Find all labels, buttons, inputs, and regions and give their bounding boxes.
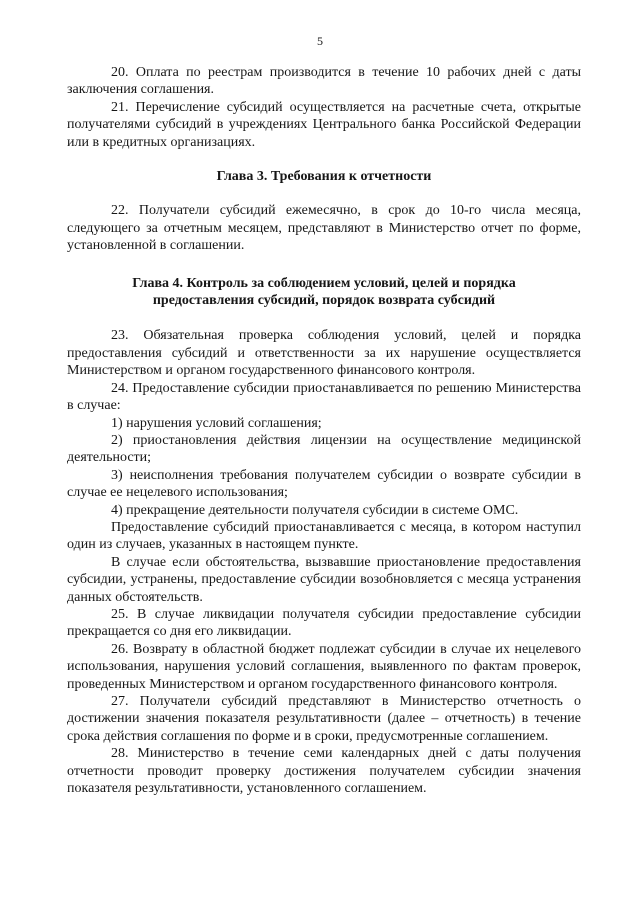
paragraph-24-suspension: Предоставление субсидий приостанавливается с месяца, в котором наступил один из случаев, указанных в настоящем пункте.: [67, 519, 581, 553]
paragraph-22: 22. Получатели субсидий ежемесячно, в срок до 10-го числа месяца, следующего за отчетным месяцем, представляют в Министерство отчет по форме, установленной в соглашении.: [67, 203, 581, 254]
list-item-24-1: 1) нарушения условий соглашения;: [111, 415, 322, 431]
paragraph-21: 21. Перечисление субсидий осуществляется на расчетные счета, открытые получателями субсидий в учреждениях Центрального банка Российской Федерации или в кредитных организациях.: [67, 99, 581, 150]
paragraph-23: 23. Обязательная проверка соблюдения условий, целей и порядка предоставления субсидий и ответственности за их нарушение осуществляется Министерством и органом государственного финансового контроля.: [67, 328, 581, 379]
list-item-24-2: 2) приостановления действия лицензии на осуществление медицинской деятельности;: [67, 432, 581, 466]
page-number: 5: [317, 34, 323, 48]
paragraph-28: 28. Министерство в течение семи календарных дней с даты получения отчетности проводит проверку достижения получателем субсидии значения показателя результативности, установленного соглашением.: [67, 746, 581, 797]
chapter-3-heading: Глава 3. Требования к отчетности: [216, 169, 432, 185]
chapter-4-heading-line-1: Глава 4. Контроль за соблюдением условий, целей и порядка: [132, 275, 516, 291]
list-item-24-4: 4) прекращение деятельности получателя субсидии в системе ОМС.: [111, 502, 519, 518]
paragraph-25: 25. В случае ликвидации получателя субсидии предоставление субсидии прекращается со дня его ликвидации.: [67, 606, 581, 640]
paragraph-24: 24. Предоставление субсидии приостанавливается по решению Министерства в случае:: [67, 380, 581, 414]
paragraph-20: 20. Оплата по реестрам производится в течение 10 рабочих дней с даты заключения соглашения.: [67, 65, 581, 98]
paragraph-27: 27. Получатели субсидий представляют в Министерство отчетность о достижении значения показателя результативности (далее – отчетность) в течение срока действия соглашения по форме и в сроки, предусмотренные соглашением.: [67, 694, 581, 744]
list-item-24-3: 3) неисполнения требования получателем субсидии о возврате субсидии в случае ее нецелевого использования;: [67, 467, 581, 501]
chapter-4-heading-line-2: предоставления субсидий, порядок возврата субсидий: [152, 293, 496, 309]
paragraph-24-resumption: В случае если обстоятельства, вызвавшие приостановление предоставления субсидии, устранены, предоставление субсидии возобновляется с месяца устранения данных обстоятельств.: [67, 554, 581, 605]
paragraph-26: 26. Возврату в областной бюджет подлежат субсидии в случае их нецелевого использования, нарушения условий соглашения, выявленного по фактам проверок, проведенных Министерством и органом государственного финансового контроля.: [67, 641, 581, 692]
chapter-4-heading: [67, 275, 581, 310]
document-body: [67, 64, 581, 797]
